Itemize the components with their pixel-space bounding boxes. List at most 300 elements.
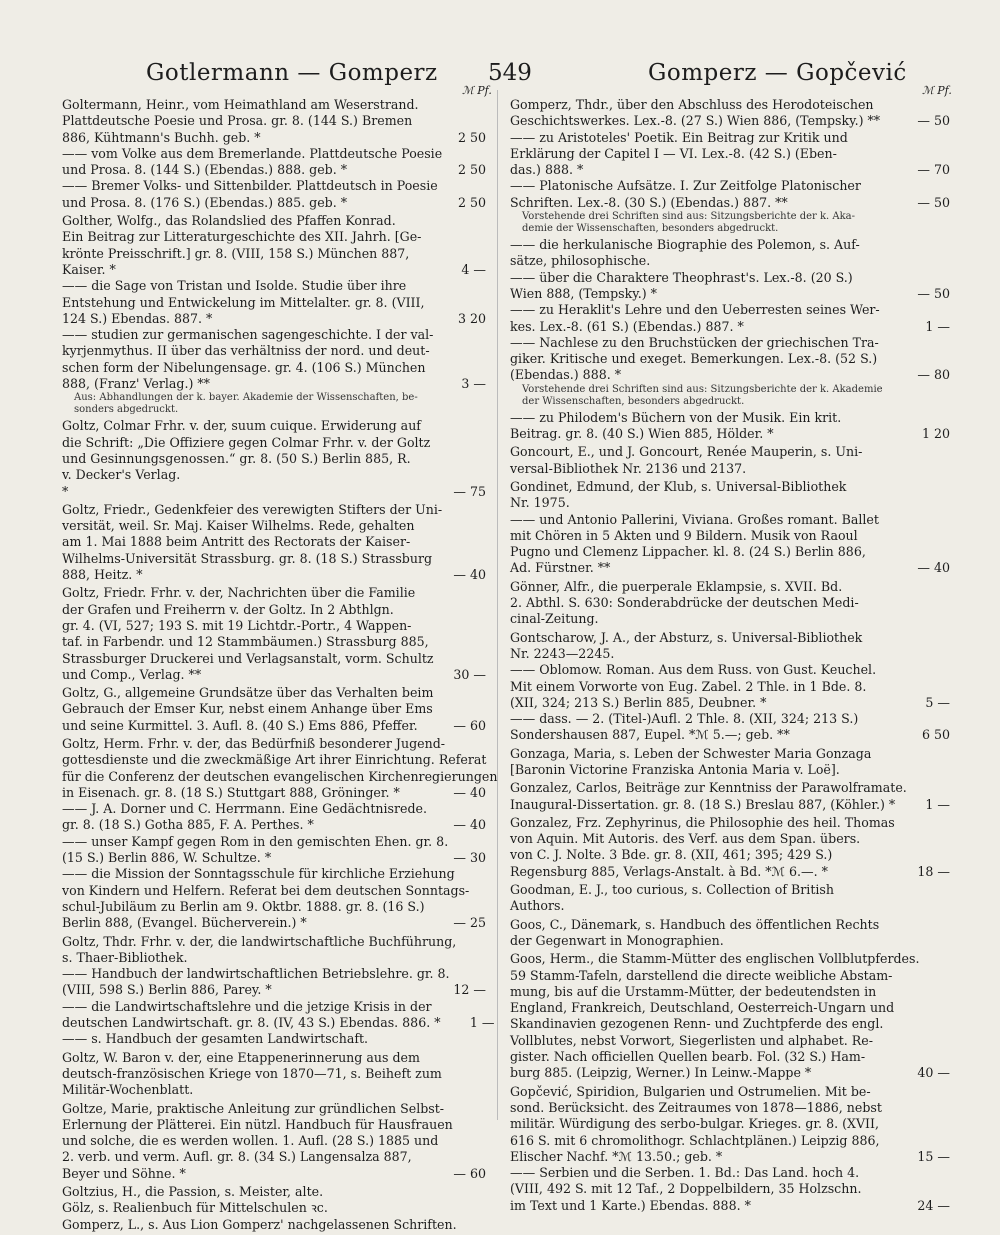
entry-line [62,97,486,113]
catalog-entry [510,630,950,744]
entry-line [62,518,486,534]
entry-line [510,579,950,595]
entry-text: Erklärung der Capitel I — VI. Lex.-8. (42 S.) (Eben- [510,145,837,161]
catalog-entry [62,685,486,734]
entry-text: Ein Beitrag zur Litteraturgeschichte des XII. Jahrh. [Ge- [62,229,422,245]
entry-text: Geschichtswerkes. Lex.-8. (27 S.) Wien 886, (Tempsky.) ** [510,113,881,129]
entry-line [62,467,486,483]
price: — 50 [917,194,950,210]
price: 3 20 [457,310,486,326]
entry-text: gr. 4. (VI, 527; 193 S. mit 19 Lichtdr.-Portr., 4 Wappen- [62,617,412,633]
entry-text: und solche, die es werden wollen. 1. Aufl. (28 S.) 1885 und [62,1133,439,1149]
catalog-entry [510,780,950,813]
entry-note: Vorstehende drei Schriften sind aus: Sitzungsberichte der k. Akademie [522,383,883,395]
catalog-entry [510,882,950,915]
entry-line [62,883,486,899]
entry-text: Erlernung der Plätterei. Ein nützl. Handbuch für Hausfrauen [62,1116,453,1132]
catalog-entry [510,479,950,577]
entry-line [510,335,950,351]
entry-text: (XII, 324; 213 S.) Berlin 885, Deubner. * [510,694,767,710]
entry-line [62,1066,486,1082]
entry-line [62,195,486,211]
entry-line [62,966,486,982]
entry-line [510,1181,950,1197]
entry-line [62,736,486,752]
entry-text: schen form der Nibelungensage. gr. 4. (106 S.) München [62,359,426,375]
entry-text: —— zu Philodem's Büchern von der Musik. Ein krit. [510,409,842,425]
entry-line [62,899,486,915]
entry-line [62,701,486,717]
price: 12 — [453,982,486,998]
entry-text: und Prosa. 8. (144 S.) (Ebendas.) 888. geb. * [62,162,348,178]
entry-line [62,130,486,146]
entry-text: Beitrag. gr. 8. (40 S.) Wien 885, Hölder. * [510,426,774,442]
entry-text: gister. Nach officiellen Quellen bearb. Fol. (32 S.) Ham- [510,1049,866,1065]
entry-text: —— zu Heraklit's Lehre und den Ueberresten seines Wer- [510,302,880,318]
entry-line [510,495,950,511]
entry-line [510,611,950,627]
entry-line [62,752,486,768]
entry-text: sätze, philosophische. [510,253,651,269]
catalog-entry [62,502,486,583]
entry-line [510,560,950,576]
entry-text: Goltz, Colmar Frhr. v. der, suum cuique. Erwiderung auf [62,418,421,434]
entry-line [62,343,486,359]
entry-line [510,351,950,367]
entry-line [62,278,486,294]
entry-line [510,762,950,778]
price: — 70 [917,162,950,178]
entry-text: Mit einem Vorworte von Eug. Zabel. 2 Thle. in 1 Bde. 8. [510,678,867,694]
entry-text: Ad. Fürstner. ** [510,560,611,576]
entry-text: 59 Stamm-Tafeln, darstellend die directe weibliche Abstam- [510,967,893,983]
entry-text: —— Handbuch der landwirtschaftlichen Betriebslehre. gr. 8. [62,966,450,982]
entry-line [62,1133,486,1149]
entry-line [62,999,486,1015]
entry-text: Inaugural-Dissertation. gr. 8. (18 S.) Breslau 887, (Köhler.) * [510,796,896,812]
entry-text: —— die Mission der Sonntagsschule für kirchliche Erziehung [62,866,455,882]
entry-text: Gomperz, L., s. Aus Lion Gomperz' nachgelassenen Schriften. [62,1216,457,1232]
entry-text: —— Oblomow. Roman. Aus dem Russ. von Gust. Keuchel. [510,662,877,678]
entry-text: taf. in Farbendr. und 12 Stammbäumen.) Strassburg 885, [62,634,429,650]
entry-line [510,461,950,477]
catalog-entry [510,815,950,880]
entry-line [510,528,950,544]
catalog-entry [510,1084,950,1214]
price: 1 — [925,796,950,812]
price: — 40 [453,784,486,800]
entry-text: 2. verb. und verm. Aufl. gr. 8. (34 S.) Langensalza 887, [62,1149,412,1165]
entry-text: im Text und 1 Karte.) Ebendas. 888. * [510,1197,751,1213]
entry-line [62,502,486,518]
entry-text: kyrjenmythus. II über das verhältniss der nord. und deut- [62,343,430,359]
entry-text: —— vom Volke aus dem Bremerlande. Plattdeutsche Poesie [62,145,443,161]
entry-text: Gontscharow, J. A., der Absturz, s. Universal-Bibliothek [510,629,863,645]
entry-text: Goos, C., Dänemark, s. Handbuch des öffentlichen Rechts [510,916,880,932]
price-column-header-right: ℳ Pf. [922,84,952,97]
entry-text: versal-Bibliothek Nr. 2136 und 2137. [510,460,747,476]
entry-line [510,968,950,984]
entry-line [510,746,950,762]
price: 1 20 [921,426,950,442]
entry-text: England, Frankreich, Deutschland, Oesterreich-Ungarn und [510,1000,895,1016]
entry-text: giker. Kritische und exeget. Bemerkungen. Lex.-8. (52 S.) [510,351,878,367]
entry-line [510,426,950,442]
entry-line [510,1116,950,1132]
entry-text: 124 S.) Ebendas. 887. * [62,310,213,326]
entry-text: —— die Landwirtschaftslehre und die jetzige Krisis in der [62,998,432,1014]
entry-line [510,1084,950,1100]
catalog-entry [510,917,950,950]
entry-line [510,933,950,949]
entry-line [510,479,950,495]
entry-line [62,817,486,833]
entry-line [62,435,486,451]
entry-line [510,951,950,967]
entry-line [510,444,950,460]
entry-line [62,768,498,785]
entry-line [510,270,950,286]
entry-line [62,295,486,311]
entry-text: 616 S. mit 6 chromolithogr. Schlachtplänen.) Leipzig 886, [510,1132,880,1148]
entry-text: (15 S.) Berlin 886, W. Schultze. * [62,850,272,866]
entry-line [510,679,950,695]
entry-line [510,367,950,383]
price: 24 — [917,1197,950,1213]
price-column-header-left: ℳ Pf. [462,84,492,97]
entry-text: v. Decker's Verlag. [62,467,181,483]
catalog-entry [510,746,950,779]
entry-line [62,602,486,618]
entry-text: Berlin 888, (Evangel. Bücherverein.) * [62,915,307,931]
entry-line [510,1033,950,1049]
entry-line [62,567,486,583]
entry-text: Skandinavien gezogenen Renn- und Zuchtpferde des engl. [510,1016,884,1032]
entry-line [510,1198,950,1214]
entry-line [510,797,950,813]
entry-text: versität, weil. Sr. Maj. Kaiser Wilhelms. Rede, gehalten [62,518,415,534]
entry-text: und Comp., Verlag. ** [62,666,202,682]
catalog-entry [510,444,950,477]
entry-line [62,418,486,434]
price: — 80 [917,367,950,383]
page-number: 549 [488,60,532,86]
entry-line [62,934,486,950]
entry-text: Wien 888, (Tempsky.) * [510,285,657,301]
entry-line [62,950,486,966]
entry-text: das.) 888. * [510,162,584,178]
entry-text: von Kindern und Helfern. Referat bei dem deutschen Sonntags- [62,882,470,898]
entry-text: und Gesinnungsgenossen.“ gr. 8. (50 S.) Berlin 885, R. [62,450,411,466]
entry-line [62,915,486,931]
entry-text: Golther, Wolfg., das Rolandslied des Pfaffen Konrad. [62,213,396,229]
entry-line [510,1100,950,1116]
price: 30 — [453,666,486,682]
entry-text: militär. Würdigung des serbo-bulgar. Krieges. gr. 8. (XVII, [510,1116,880,1132]
entry-line [510,162,950,178]
catalog-entry [510,579,950,628]
entry-text: Authors. [510,898,565,914]
entry-text: Entstehung und Entwickelung im Mittelalter. gr. 8. (VIII, [62,294,425,310]
entry-text: 888, Heitz. * [62,567,143,583]
price: 3 — [461,376,486,392]
entry-line [62,634,486,650]
entry-text: Strassburger Druckerei und Verlagsanstalt, vorm. Schultz [62,650,434,666]
entry-line [62,551,486,567]
entry-text: —— die Sage von Tristan und Isolde. Studie über ihre [62,278,407,294]
price: 18 — [917,863,950,879]
entry-text: cinal-Zeitung. [510,611,599,627]
entry-line [510,253,950,269]
entry-text: (Ebendas.) 888. * [510,367,622,383]
entry-text: Gölz, s. Realienbuch für Mittelschulen ꝛc. [62,1200,328,1216]
entry-line [510,662,950,678]
entry-text: Goncourt, E., und J. Goncourt, Renée Mauperin, s. Uni- [510,444,863,460]
entry-line [510,195,950,211]
entry-text: Goltermann, Heinr., vom Heimathland am Weserstrand. [62,97,419,112]
catalog-entry [510,97,950,235]
price: 1 — [469,1015,495,1031]
entry-line [62,534,486,550]
entry-text: Goltz, W. Baron v. der, eine Etappenerinnerung aus dem [62,1049,420,1065]
entry-line [62,484,486,500]
entry-line [510,1133,950,1149]
price: 2 50 [457,194,486,210]
entry-line [62,618,486,634]
price: 4 — [461,261,486,277]
catalog-entry [62,735,498,932]
entry-line [510,1049,950,1065]
entry-line [62,246,486,262]
entry-text: —— Bremer Volks- und Sittenbilder. Plattdeutsch in Poesie [62,178,438,194]
catalog-entry [510,410,950,443]
entry-text: deutsch-französischen Kriege von 1870—71, s. Beiheft zum [62,1065,442,1081]
entry-line [62,1082,486,1098]
entry-text: Wilhelms-Universität Strassburg. gr. 8. (18 S.) Strassburg [62,550,433,566]
price: — 30 [453,850,486,866]
entry-line [510,815,950,831]
entry-text: —— über die Charaktere Theophrast's. Lex.-8. (20 S.) [510,269,853,285]
entry-text: [Baronin Victorine Franziska Antonia Maria v. Loë]. [510,761,840,777]
entry-text: Goltz, Friedr., Gedenkfeier des verewigten Stifters der Uni- [62,501,443,517]
entry-text: schul-Jubiläum zu Berlin am 9. Oktbr. 1888. gr. 8. (16 S.) [62,898,425,914]
entry-text: in Eisenach. gr. 8. (18 S.) Stuttgart 888, Gröninger. * [62,784,400,800]
entry-line [62,213,486,229]
entry-line [510,898,950,914]
entry-text: kes. Lex.-8. (61 S.) (Ebendas.) 887. * [510,318,744,334]
entry-text: gr. 8. (18 S.) Gotha 885, F. A. Perthes. * [62,817,314,833]
entry-line [62,685,486,701]
entry-line [62,982,486,998]
entry-text: von Aquin. Mit Autoris. des Verf. aus dem Span. übers. [510,831,861,847]
entry-line [62,1200,486,1216]
entry-text: Beyer und Söhne. * [62,1165,186,1181]
entry-line [62,113,486,129]
entry-line [62,1031,486,1047]
running-head-right: Gomperz — Gopčević [648,60,907,86]
entry-line [62,229,486,245]
entry-line [510,864,950,880]
entry-text: —— s. Handbuch der gesamten Landwirtschaft. [62,1031,369,1047]
entry-text: Gopčević, Spiridion, Bulgarien und Ostrumelien. Mit be- [510,1083,871,1099]
entry-text: Kaiser. * [62,261,116,277]
price: — 40 [917,560,950,576]
entry-line [62,1117,486,1133]
catalog-entry [62,1184,486,1233]
price: 2 50 [457,129,486,145]
catalog-entry [62,418,486,499]
entry-text: —— unser Kampf gegen Rom in den gemischten Ehen. gr. 8. [62,833,449,849]
entry-line [510,711,950,727]
entry-line [510,1000,950,1016]
entry-note: Vorstehende drei Schriften sind aus: Sitzungsberichte der k. Aka- [522,211,856,223]
entry-line [510,544,950,560]
entry-text: —— und Antonio Pallerini, Viviana. Großes romant. Ballet [510,511,879,527]
entry-text: Plattdeutsche Poesie und Prosa. gr. 8. (144 S.) Bremen [62,113,413,129]
entry-text: Schriften. Lex.-8. (30 S.) (Ebendas.) 887. ** [510,194,788,210]
entry-text: deutschen Landwirtschaft. gr. 8. (IV, 43 S.) Ebendas. 886. * [62,1015,441,1031]
entry-line [62,178,486,194]
entry-text: —— Platonische Aufsätze. I. Zur Zeitfolge Platonischer [510,178,861,194]
entry-line [510,97,950,113]
price: — 60 [453,717,486,733]
entry-text: Gondinet, Edmund, der Klub, s. Universal-Bibliothek [510,478,847,494]
entry-line [62,801,486,817]
entry-line [510,882,950,898]
entry-text: Goltz, G., allgemeine Grundsätze über das Verhalten beim [62,685,434,701]
entry-text: der Grafen und Freiherrn v. der Goltz. In 2 Abthlgn. [62,601,394,617]
entry-text: Gonzalez, Frz. Zephyrinus, die Philosophie des heil. Thomas [510,814,895,830]
entry-text: —— die herkulanische Biographie des Polemon, s. Auf- [510,237,860,253]
entry-line [62,1166,486,1182]
entry-text: Goltz, Herm. Frhr. v. der, das Bedürfniß besonderer Jugend- [62,735,446,751]
entry-line [510,646,950,662]
entry-line [510,512,950,528]
entry-line [510,595,950,611]
entry-text: burg 885. (Leipzig, Werner.) In Leinw.-Mappe * [510,1065,812,1081]
entry-text: von C. J. Nolte. 3 Bde. gr. 8. (XII, 461; 395; 429 S.) [510,847,833,863]
price: 40 — [917,1065,950,1081]
entry-text: Goltz, Thdr. Frhr. v. der, die landwirtschaftliche Buchführung, [62,933,457,949]
catalog-entry [510,237,950,408]
entry-text: —— Serbien und die Serben. 1. Bd.: Das Land. hoch 4. [510,1165,860,1181]
entry-text: —— Nachlese zu den Bruchstücken der griechischen Tra- [510,334,879,350]
entry-line [62,785,486,801]
entry-line [62,1050,486,1066]
entry-line [62,327,486,343]
entry-line [510,410,950,426]
entry-text: —— dass. — 2. (Titel-)Aufl. 2 Thle. 8. (XII, 324; 213 S.) [510,711,859,727]
entry-text: * [62,483,69,499]
entry-line [62,718,486,734]
entry-text: mit Chören in 5 Akten und 9 Bildern. Musik von Raoul [510,527,858,543]
entry-line [510,630,950,646]
entry-text: Goos, Herm., die Stamm-Mütter des englischen Vollblutpferdes. [510,951,920,967]
entry-line [510,237,950,253]
entry-text: 2. Abthl. S. 630: Sonderabdrücke der deutschen Medi- [510,595,859,611]
entry-text: —— studien zur germanischen sagengeschichte. I der val- [62,327,434,343]
entry-line [510,302,950,318]
price: — 60 [453,1165,486,1181]
entry-line [62,311,486,327]
catalog-entry [62,933,495,1048]
entry-text: s. Thaer-Bibliothek. [62,949,188,965]
entry-line [510,178,950,194]
entry-line [62,262,486,278]
entry-text: Gönner, Alfr., die puerperale Eklampsie, s. XVII. Bd. [510,578,843,594]
entry-text: (VIII, 492 S. mit 12 Taf., 2 Doppelbildern, 35 Holzschn. [510,1181,862,1197]
entry-text: (VIII, 598 S.) Berlin 886, Parey. * [62,982,272,998]
catalog-entry [510,951,950,1081]
price: — 50 [917,285,950,301]
entry-line [62,376,486,392]
entry-text: Goltz, Friedr. Frhr. v. der, Nachrichten über die Familie [62,585,416,601]
price: 1 — [925,318,950,334]
price: 5 — [925,694,950,710]
entry-line [510,847,950,863]
price: — 40 [453,567,486,583]
entry-line [510,695,950,711]
price: — 75 [453,483,486,499]
catalog-entry [62,1050,486,1099]
entry-text: Pugno und Clemenz Lippacher. kl. 8. (24 S.) Berlin 886, [510,544,866,560]
entry-text: Sondershausen 887, Eupel. *ℳ 5.—; geb. ** [510,727,790,743]
entry-line [510,130,950,146]
entry-line [62,146,486,162]
entry-text: der Gegenwart in Monographien. [510,932,724,948]
entry-text: Nr. 2243—2245. [510,645,615,661]
entry-line [62,585,486,601]
entry-text: Elischer Nachf. *ℳ 13.50.; geb. * [510,1148,723,1164]
catalog-entry [62,213,486,416]
entry-line [510,727,950,743]
page-header [0,60,1000,94]
entry-line [62,1101,486,1117]
entry-line [510,1149,950,1165]
catalog-entry [62,1101,486,1182]
price: 15 — [917,1148,950,1164]
entry-text: Vollblutes, nebst Vorwort, Siegerlisten und alphabet. Re- [510,1032,873,1048]
entry-text: mung, bis auf die Urstamm-Mütter, der bedeutendsten in [510,983,877,999]
entry-line [62,360,486,376]
entry-line [510,1165,950,1181]
entry-text: für die Conferenz der deutschen evangelischen Kirchenregierungen [62,768,498,784]
entry-line [510,1016,950,1032]
price: 2 50 [457,162,486,178]
entry-text: Militär-Wochenblatt. [62,1082,194,1098]
entry-line [510,984,950,1000]
catalog-entry [62,585,486,683]
entry-note: sonders abgedruckt. [74,404,179,416]
entry-line [62,866,486,882]
entry-text: Gonzaga, Maria, s. Leben der Schwester Maria Gonzaga [510,745,872,761]
entry-text: Nr. 1975. [510,495,570,511]
price: 6 50 [921,727,950,743]
entry-text: Goltzius, H., die Passion, s. Meister, alte. [62,1184,324,1199]
entry-note: demie der Wissenschaften, besonders abgedruckt. [522,223,779,235]
entry-line [62,667,486,683]
entry-text: Goltze, Marie, praktische Anleitung zur gründlichen Selbst- [62,1100,445,1116]
entry-text: Goodman, E. J., too curious, s. Collection of British [510,882,834,898]
entry-line [62,651,486,667]
entry-line [62,451,486,467]
entry-text: am 1. Mai 1888 beim Antritt des Rectorats der Kaiser- [62,534,411,550]
entry-text: Gebrauch der Emser Kur, nebst einem Anhange über Ems [62,701,433,717]
right-column [510,97,950,1216]
entry-line [62,162,486,178]
entry-text: sond. Berücksicht. des Zeitraumes von 1878—1886, nebst [510,1099,882,1115]
entry-line [62,1184,486,1200]
